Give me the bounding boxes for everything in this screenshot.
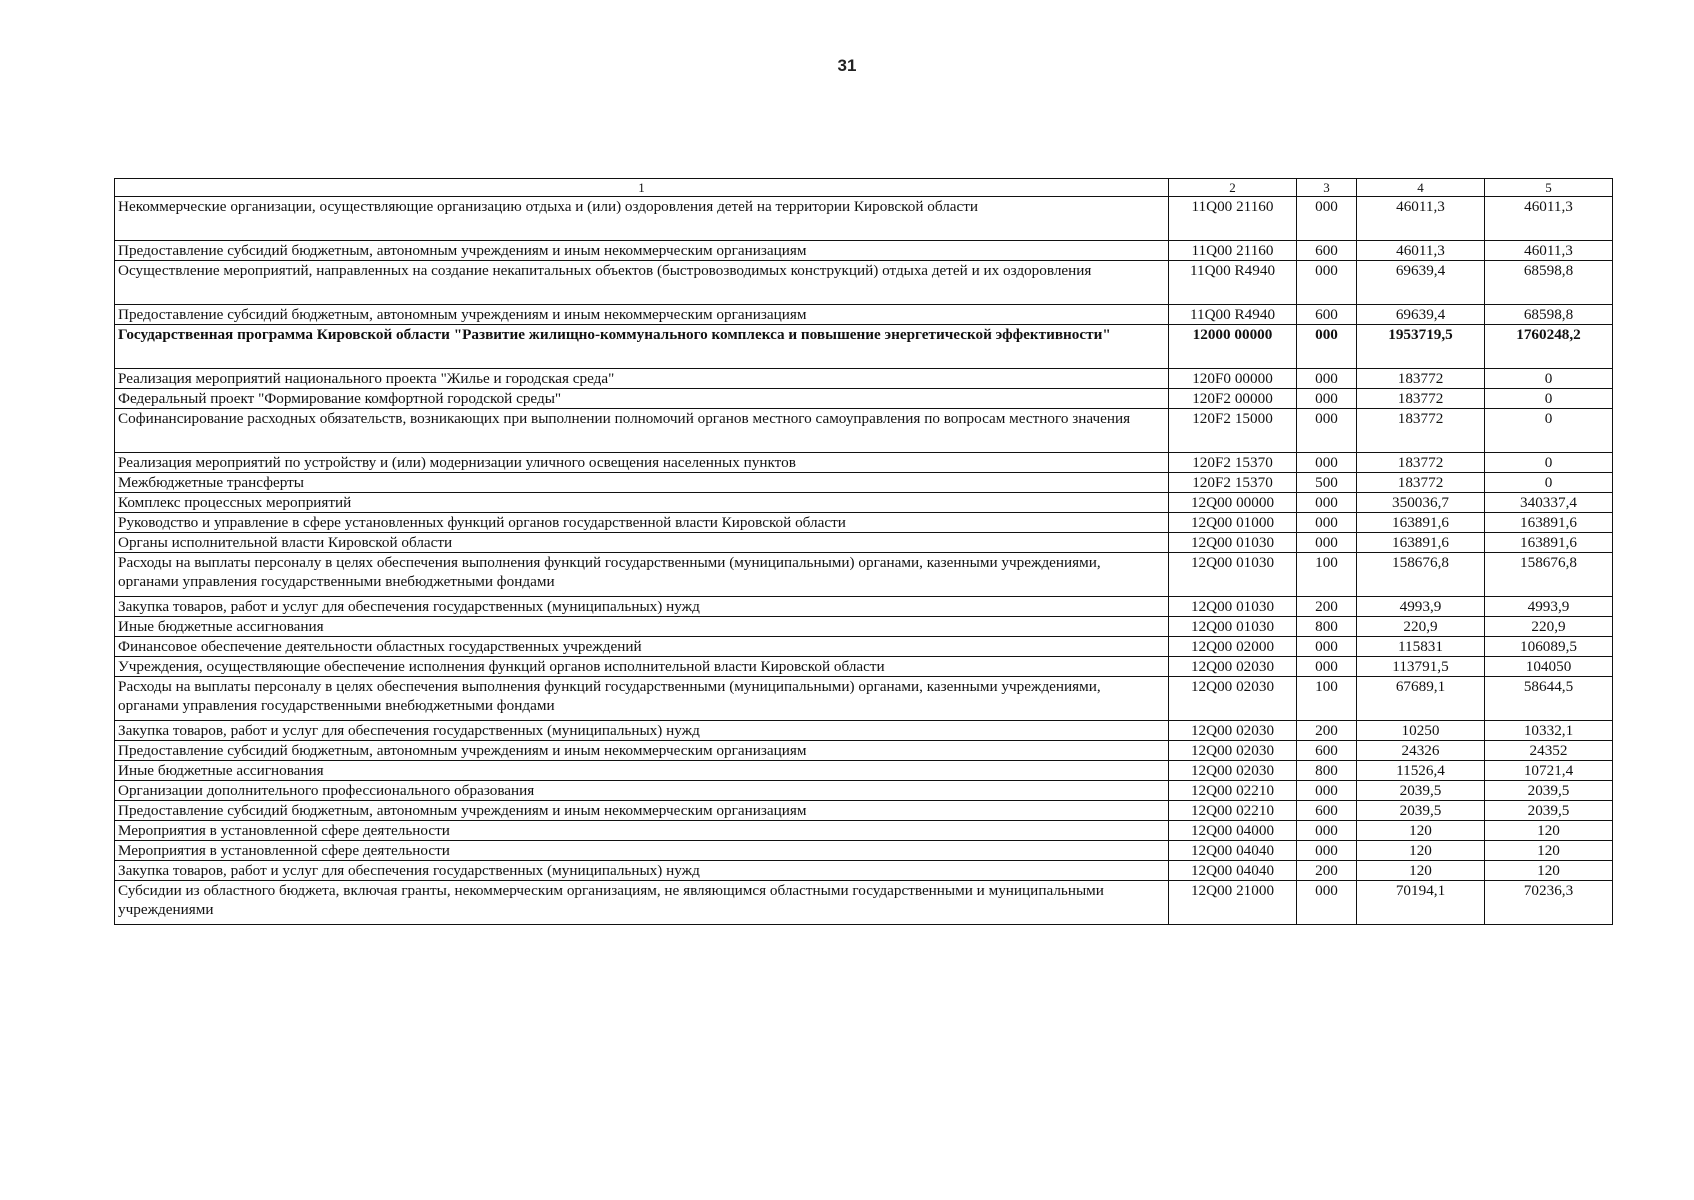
row-code-cell: 12Q00 04000 <box>1169 821 1297 841</box>
row-name-cell: Федеральный проект "Формирование комфортной городской среды" <box>115 389 1169 409</box>
row-value-col4-cell: 1953719,5 <box>1357 325 1485 369</box>
table-row <box>115 657 1613 677</box>
row-value-col5-cell: 0 <box>1485 473 1613 493</box>
row-expense-type-cell: 600 <box>1297 305 1357 325</box>
row-expense-type-cell: 600 <box>1297 801 1357 821</box>
header-row <box>115 179 1613 197</box>
row-expense-type-cell: 800 <box>1297 761 1357 781</box>
row-name-cell: Финансовое обеспечение деятельности областных государственных учреждений <box>115 637 1169 657</box>
row-value-col4-cell: 11526,4 <box>1357 761 1485 781</box>
row-expense-type-cell: 100 <box>1297 553 1357 597</box>
row-value-col5-cell: 2039,5 <box>1485 801 1613 821</box>
row-value-col5-cell: 68598,8 <box>1485 305 1613 325</box>
table-row <box>115 781 1613 801</box>
row-name-cell: Мероприятия в установленной сфере деятельности <box>115 841 1169 861</box>
row-value-col5-cell: 104050 <box>1485 657 1613 677</box>
row-code-cell: 12Q00 02030 <box>1169 761 1297 781</box>
row-value-col4-cell: 69639,4 <box>1357 261 1485 305</box>
table-row <box>115 473 1613 493</box>
row-value-col4-cell: 69639,4 <box>1357 305 1485 325</box>
row-code-cell: 12Q00 01030 <box>1169 617 1297 637</box>
row-name-cell: Предоставление субсидий бюджетным, автономным учреждениям и иным некоммерческим организациям <box>115 801 1169 821</box>
row-value-col5-cell: 0 <box>1485 409 1613 453</box>
row-value-col5-cell: 163891,6 <box>1485 533 1613 553</box>
table-row <box>115 305 1613 325</box>
row-value-col4-cell: 2039,5 <box>1357 781 1485 801</box>
row-expense-type-cell: 000 <box>1297 369 1357 389</box>
row-name-cell: Закупка товаров, работ и услуг для обеспечения государственных (муниципальных) нужд <box>115 721 1169 741</box>
row-name-cell: Некоммерческие организации, осуществляющие организацию отдыха и (или) оздоровления детей на территории Кировской области <box>115 197 1169 241</box>
table-row <box>115 389 1613 409</box>
row-code-cell: 120F2 00000 <box>1169 389 1297 409</box>
table-row <box>115 637 1613 657</box>
table-row <box>115 261 1613 305</box>
row-code-cell: 12Q00 01000 <box>1169 513 1297 533</box>
row-expense-type-cell: 000 <box>1297 533 1357 553</box>
row-value-col5-cell: 0 <box>1485 389 1613 409</box>
row-value-col5-cell: 106089,5 <box>1485 637 1613 657</box>
table-row <box>115 241 1613 261</box>
row-code-cell: 12Q00 02030 <box>1169 677 1297 721</box>
table-row <box>115 617 1613 637</box>
table-row <box>115 325 1613 369</box>
row-value-col4-cell: 183772 <box>1357 473 1485 493</box>
row-value-col4-cell: 163891,6 <box>1357 513 1485 533</box>
row-name-cell: Закупка товаров, работ и услуг для обеспечения государственных (муниципальных) нужд <box>115 597 1169 617</box>
row-name-cell: Комплекс процессных мероприятий <box>115 493 1169 513</box>
row-code-cell: 12000 00000 <box>1169 325 1297 369</box>
row-name-cell: Учреждения, осуществляющие обеспечение исполнения функций органов исполнительной власти Кировской области <box>115 657 1169 677</box>
table-row <box>115 533 1613 553</box>
row-code-cell: 12Q00 02030 <box>1169 721 1297 741</box>
row-value-col4-cell: 120 <box>1357 821 1485 841</box>
row-code-cell: 11Q00 21160 <box>1169 241 1297 261</box>
row-value-col5-cell: 120 <box>1485 821 1613 841</box>
row-value-col4-cell: 46011,3 <box>1357 197 1485 241</box>
row-code-cell: 120F2 15370 <box>1169 473 1297 493</box>
row-expense-type-cell: 000 <box>1297 493 1357 513</box>
row-code-cell: 120F2 15370 <box>1169 453 1297 473</box>
row-expense-type-cell: 000 <box>1297 197 1357 241</box>
row-code-cell: 12Q00 04040 <box>1169 841 1297 861</box>
row-value-col4-cell: 120 <box>1357 841 1485 861</box>
row-expense-type-cell: 000 <box>1297 389 1357 409</box>
row-code-cell: 12Q00 02030 <box>1169 741 1297 761</box>
row-name-cell: Закупка товаров, работ и услуг для обеспечения государственных (муниципальных) нужд <box>115 861 1169 881</box>
row-value-col5-cell: 0 <box>1485 369 1613 389</box>
row-name-cell: Предоставление субсидий бюджетным, автономным учреждениям и иным некоммерческим организациям <box>115 741 1169 761</box>
row-expense-type-cell: 600 <box>1297 241 1357 261</box>
row-name-cell: Расходы на выплаты персоналу в целях обеспечения выполнения функций государственными (муниципальными) органами, казенными учреждениями, органами управления государственными внебюджетными фондами <box>115 553 1169 597</box>
row-value-col5-cell: 10721,4 <box>1485 761 1613 781</box>
row-code-cell: 12Q00 02030 <box>1169 657 1297 677</box>
table-row <box>115 493 1613 513</box>
row-code-cell: 12Q00 02000 <box>1169 637 1297 657</box>
row-name-cell: Предоставление субсидий бюджетным, автономным учреждениям и иным некоммерческим организациям <box>115 305 1169 325</box>
row-code-cell: 12Q00 01030 <box>1169 553 1297 597</box>
row-code-cell: 12Q00 02210 <box>1169 801 1297 821</box>
row-value-col5-cell: 120 <box>1485 841 1613 861</box>
row-name-cell: Реализация мероприятий национального проекта "Жилье и городская среда" <box>115 369 1169 389</box>
row-value-col4-cell: 115831 <box>1357 637 1485 657</box>
page-number: 31 <box>837 56 857 75</box>
table-row <box>115 861 1613 881</box>
row-value-col5-cell: 1760248,2 <box>1485 325 1613 369</box>
row-expense-type-cell: 000 <box>1297 325 1357 369</box>
row-name-cell: Межбюджетные трансферты <box>115 473 1169 493</box>
row-code-cell: 12Q00 04040 <box>1169 861 1297 881</box>
row-code-cell: 11Q00 21160 <box>1169 197 1297 241</box>
row-name-cell: Руководство и управление в сфере установленных функций органов государственной власти Кировской области <box>115 513 1169 533</box>
row-expense-type-cell: 500 <box>1297 473 1357 493</box>
row-expense-type-cell: 000 <box>1297 409 1357 453</box>
row-value-col5-cell: 46011,3 <box>1485 241 1613 261</box>
table-row <box>115 801 1613 821</box>
row-code-cell: 120F2 15000 <box>1169 409 1297 453</box>
table-row <box>115 841 1613 861</box>
row-expense-type-cell: 200 <box>1297 597 1357 617</box>
budget-table <box>114 178 1613 925</box>
row-expense-type-cell: 800 <box>1297 617 1357 637</box>
row-value-col4-cell: 4993,9 <box>1357 597 1485 617</box>
row-expense-type-cell: 100 <box>1297 677 1357 721</box>
row-name-cell: Реализация мероприятий по устройству и (или) модернизации уличного освещения населенных пунктов <box>115 453 1169 473</box>
row-value-col5-cell: 220,9 <box>1485 617 1613 637</box>
row-code-cell: 12Q00 21000 <box>1169 881 1297 925</box>
row-value-col4-cell: 67689,1 <box>1357 677 1485 721</box>
row-name-cell: Иные бюджетные ассигнования <box>115 617 1169 637</box>
row-expense-type-cell: 600 <box>1297 741 1357 761</box>
table-row <box>115 761 1613 781</box>
row-name-cell: Государственная программа Кировской области "Развитие жилищно-коммунального комплекса и повышение энергетической эффективности" <box>115 325 1169 369</box>
row-expense-type-cell: 000 <box>1297 453 1357 473</box>
budget-table-container <box>114 178 1612 925</box>
row-value-col4-cell: 183772 <box>1357 453 1485 473</box>
table-row <box>115 513 1613 533</box>
row-expense-type-cell: 000 <box>1297 881 1357 925</box>
row-expense-type-cell: 200 <box>1297 861 1357 881</box>
row-value-col5-cell: 2039,5 <box>1485 781 1613 801</box>
row-value-col4-cell: 183772 <box>1357 389 1485 409</box>
row-name-cell: Субсидии из областного бюджета, включая гранты, некоммерческим организациям, не являющимся областными государственными и муниципальными учреждениями <box>115 881 1169 925</box>
row-value-col4-cell: 158676,8 <box>1357 553 1485 597</box>
table-body <box>115 197 1613 925</box>
table-row <box>115 369 1613 389</box>
row-value-col4-cell: 120 <box>1357 861 1485 881</box>
row-code-cell: 12Q00 00000 <box>1169 493 1297 513</box>
row-expense-type-cell: 200 <box>1297 721 1357 741</box>
table-row <box>115 197 1613 241</box>
row-value-col5-cell: 158676,8 <box>1485 553 1613 597</box>
row-name-cell: Осуществление мероприятий, направленных на создание некапитальных объектов (быстровозводимых конструкций) отдыха детей и их оздоровления <box>115 261 1169 305</box>
row-value-col4-cell: 163891,6 <box>1357 533 1485 553</box>
row-name-cell: Предоставление субсидий бюджетным, автономным учреждениям и иным некоммерческим организациям <box>115 241 1169 261</box>
row-value-col4-cell: 46011,3 <box>1357 241 1485 261</box>
row-expense-type-cell: 000 <box>1297 657 1357 677</box>
row-value-col5-cell: 70236,3 <box>1485 881 1613 925</box>
column-header-3: 3 <box>1297 179 1357 197</box>
row-value-col5-cell: 58644,5 <box>1485 677 1613 721</box>
row-value-col4-cell: 10250 <box>1357 721 1485 741</box>
row-code-cell: 12Q00 02210 <box>1169 781 1297 801</box>
table-row <box>115 881 1613 925</box>
row-code-cell: 120F0 00000 <box>1169 369 1297 389</box>
row-value-col5-cell: 120 <box>1485 861 1613 881</box>
column-header-4: 4 <box>1357 179 1485 197</box>
table-row <box>115 721 1613 741</box>
table-row <box>115 597 1613 617</box>
row-expense-type-cell: 000 <box>1297 841 1357 861</box>
table-row <box>115 409 1613 453</box>
row-value-col4-cell: 24326 <box>1357 741 1485 761</box>
row-value-col4-cell: 350036,7 <box>1357 493 1485 513</box>
row-code-cell: 12Q00 01030 <box>1169 533 1297 553</box>
row-code-cell: 11Q00 R4940 <box>1169 305 1297 325</box>
table-row <box>115 453 1613 473</box>
row-value-col4-cell: 70194,1 <box>1357 881 1485 925</box>
row-value-col4-cell: 220,9 <box>1357 617 1485 637</box>
row-value-col5-cell: 163891,6 <box>1485 513 1613 533</box>
table-row <box>115 741 1613 761</box>
row-code-cell: 11Q00 R4940 <box>1169 261 1297 305</box>
table-row <box>115 677 1613 721</box>
row-value-col5-cell: 46011,3 <box>1485 197 1613 241</box>
row-value-col4-cell: 183772 <box>1357 409 1485 453</box>
row-value-col4-cell: 113791,5 <box>1357 657 1485 677</box>
column-header-2: 2 <box>1169 179 1297 197</box>
row-value-col5-cell: 0 <box>1485 453 1613 473</box>
column-header-5: 5 <box>1485 179 1613 197</box>
row-name-cell: Органы исполнительной власти Кировской области <box>115 533 1169 553</box>
column-header-1: 1 <box>115 179 1169 197</box>
row-name-cell: Расходы на выплаты персоналу в целях обеспечения выполнения функций государственными (муниципальными) органами, казенными учреждениями, органами управления государственными внебюджетными фондами <box>115 677 1169 721</box>
row-value-col4-cell: 183772 <box>1357 369 1485 389</box>
row-expense-type-cell: 000 <box>1297 781 1357 801</box>
row-expense-type-cell: 000 <box>1297 261 1357 305</box>
row-value-col5-cell: 24352 <box>1485 741 1613 761</box>
row-name-cell: Иные бюджетные ассигнования <box>115 761 1169 781</box>
row-expense-type-cell: 000 <box>1297 637 1357 657</box>
row-expense-type-cell: 000 <box>1297 821 1357 841</box>
row-value-col5-cell: 10332,1 <box>1485 721 1613 741</box>
row-value-col5-cell: 68598,8 <box>1485 261 1613 305</box>
row-value-col5-cell: 340337,4 <box>1485 493 1613 513</box>
row-value-col5-cell: 4993,9 <box>1485 597 1613 617</box>
row-expense-type-cell: 000 <box>1297 513 1357 533</box>
table-row <box>115 821 1613 841</box>
row-name-cell: Мероприятия в установленной сфере деятельности <box>115 821 1169 841</box>
row-name-cell: Софинансирование расходных обязательств, возникающих при выполнении полномочий органов местного самоуправления по вопросам местного значения <box>115 409 1169 453</box>
row-value-col4-cell: 2039,5 <box>1357 801 1485 821</box>
table-row <box>115 553 1613 597</box>
row-code-cell: 12Q00 01030 <box>1169 597 1297 617</box>
row-name-cell: Организации дополнительного профессионального образования <box>115 781 1169 801</box>
